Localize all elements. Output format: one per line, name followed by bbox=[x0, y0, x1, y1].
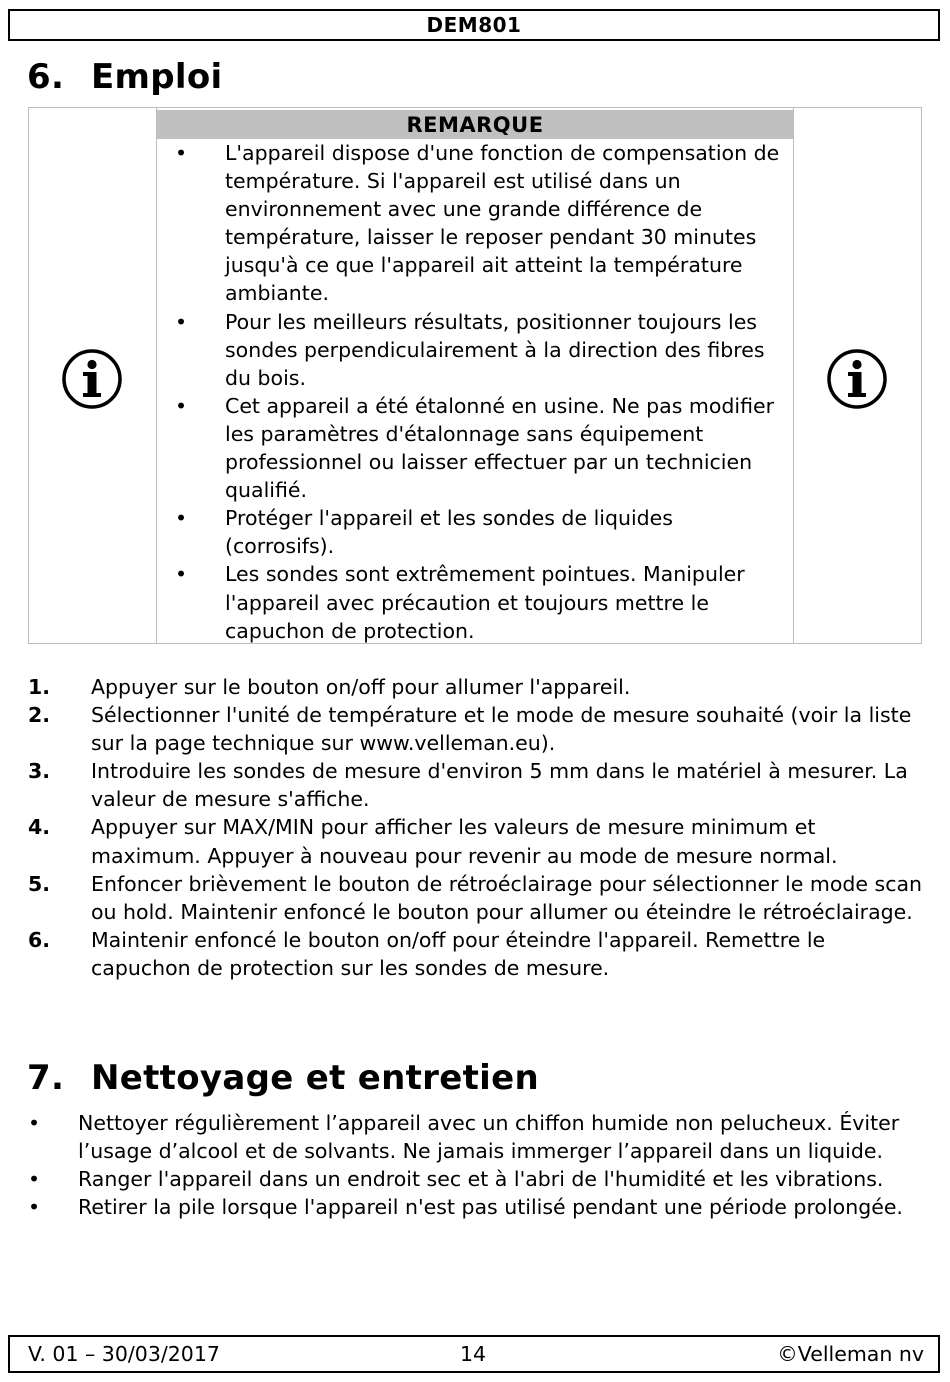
step-number: 4. bbox=[28, 815, 51, 840]
note-box bbox=[28, 107, 922, 644]
maintenance-item: • Ranger l'appareil dans un endroit sec et à l'abri de l'humidité et les vibrations. bbox=[28, 1165, 928, 1193]
info-icon bbox=[826, 348, 888, 410]
note-item: • Cet appareil a été étalonné en usine. Ne pas modifier les paramètres d'étalonnage sans équipement professionnel ou laisser effectuer par un technicien qualifié. bbox=[157, 392, 793, 504]
step-number: 1. bbox=[28, 675, 51, 699]
maintenance-item: • Retirer la pile lorsque l'appareil n'est pas utilisé pendant une période prolongée. bbox=[28, 1193, 928, 1221]
footer-version: V. 01 – 30/03/2017 bbox=[28, 1342, 220, 1366]
step-number: 6. bbox=[28, 927, 51, 952]
maintenance-item: • Nettoyer régulièrement l’appareil avec un chiffon humide non pelucheux. Éviter l’usage d’alcool et de solvants. Ne jamais immerger l’appareil dans un liquide. bbox=[28, 1109, 928, 1165]
step-number: 3. bbox=[28, 759, 51, 784]
step-item bbox=[28, 757, 928, 813]
note-list bbox=[157, 139, 793, 645]
step-item bbox=[28, 673, 928, 701]
maintenance-list bbox=[28, 1109, 928, 1221]
note-item: • Protéger l'appareil et les sondes de liquides (corrosifs). bbox=[157, 504, 793, 560]
step-text: Maintenir enfoncé le bouton on/off pour éteindre l'appareil. Remettre le capuchon de protection sur les sondes de mesure. bbox=[91, 927, 826, 980]
footer-page-number: 14 bbox=[460, 1342, 487, 1366]
section-6-number: 6. bbox=[27, 57, 65, 97]
step-number: 2. bbox=[28, 703, 51, 728]
section-6-title-text: Emploi bbox=[91, 57, 223, 97]
step-text: Enfoncer brièvement le bouton de rétroéclairage pour sélectionner le mode scan ou hold. Maintenir enfoncé le bouton pour allumer ou éteindre le rétroéclairage. bbox=[91, 871, 923, 924]
note-item: • Pour les meilleurs résultats, positionner toujours les sondes perpendiculairement à la direction des fibres du bois. bbox=[157, 308, 793, 392]
step-item bbox=[28, 701, 928, 757]
header-title: DEM801 bbox=[426, 13, 522, 37]
usage-steps bbox=[28, 673, 928, 982]
footer-copyright: ©Velleman nv bbox=[777, 1342, 924, 1366]
section-7-title-text: Nettoyage et entretien bbox=[91, 1058, 539, 1098]
step-item bbox=[28, 926, 928, 982]
step-text: Introduire les sondes de mesure d'environ 5 mm dans le matériel à mesurer. La valeur de mesure s'affiche. bbox=[91, 759, 908, 812]
note-right-column bbox=[793, 108, 921, 643]
note-left-column bbox=[29, 108, 157, 643]
note-item: • Les sondes sont extrêmement pointues. Manipuler l'appareil avec précaution et toujours mettre le capuchon de protection. bbox=[157, 560, 793, 644]
step-item bbox=[28, 870, 928, 926]
step-text: Appuyer sur MAX/MIN pour afficher les valeurs de mesure minimum et maximum. Appuyer à nouveau pour revenir au mode de mesure normal. bbox=[91, 815, 838, 868]
section-7-title bbox=[27, 1058, 539, 1098]
note-heading: REMARQUE bbox=[157, 110, 793, 139]
document-footer bbox=[8, 1335, 940, 1373]
step-text: Appuyer sur le bouton on/off pour allumer l'appareil. bbox=[91, 675, 631, 699]
info-icon bbox=[61, 348, 123, 410]
step-item bbox=[28, 813, 928, 869]
step-number: 5. bbox=[28, 871, 51, 896]
document-header bbox=[8, 9, 940, 41]
section-6-title bbox=[27, 57, 222, 97]
section-7-number: 7. bbox=[27, 1058, 65, 1098]
note-item: • L'appareil dispose d'une fonction de compensation de température. Si l'appareil est utilisé dans un environnement avec une grande différence de température, laisser le reposer pendant 30 minutes jusqu'à ce que l'appareil ait atteint la température ambiante. bbox=[157, 139, 793, 308]
step-text: Sélectionner l'unité de température et le mode de mesure souhaité (voir la liste sur la page technique sur www.velleman.eu). bbox=[91, 703, 912, 756]
